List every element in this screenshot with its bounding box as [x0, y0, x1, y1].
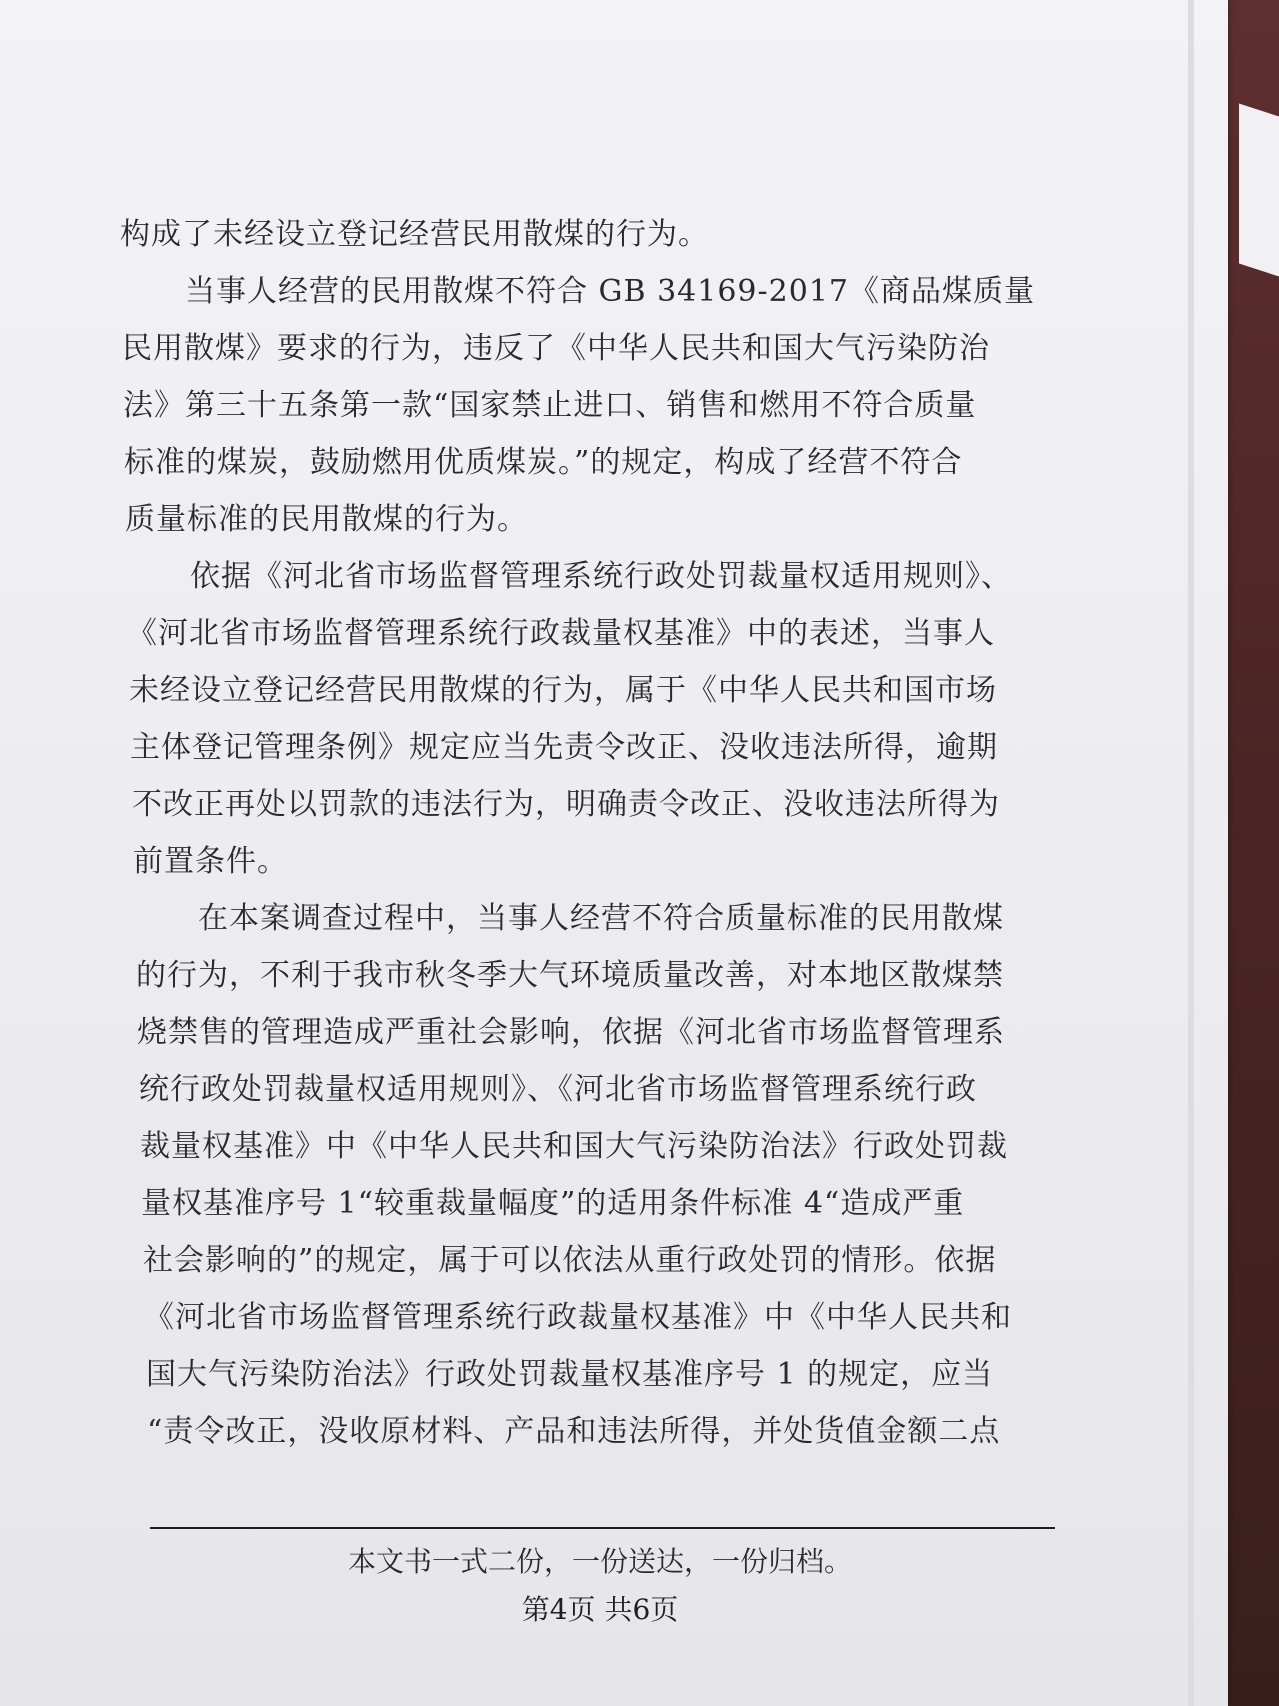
- body-line: 在本案调查过程中，当事人经营不符合质量标准的民用散煤: [198, 901, 1004, 936]
- page-number: 第4页 共6页: [521, 1593, 679, 1626]
- body-line: 社会影响的”的规定，属于可以依法从重行政处罚的情形。依据: [143, 1243, 997, 1278]
- body-line: 统行政处罚裁量权适用规则》、《河北省市场监督管理系统行政: [139, 1072, 977, 1107]
- body-line: 前置条件。: [133, 844, 288, 879]
- body-line: 依据《河北省市场监督管理系统行政处罚裁量权适用规则》、: [190, 559, 1012, 594]
- body-line: 国大气污染防治法》行政处罚裁量权基准序号 1 的规定，应当: [146, 1357, 994, 1392]
- footer-copies-note: 本文书一式二份，一份送达，一份归档。: [347, 1545, 852, 1578]
- body-line: 质量标准的民用散煤的行为。: [125, 502, 528, 537]
- body-line: 主体登记管理条例》规定应当先责令改正、没收违法所得，逾期: [130, 730, 998, 765]
- body-line: 未经设立登记经营民用散煤的行为，属于《中华人民共和国市场: [129, 673, 997, 708]
- body-line: 量权基准序号 1“较重裁量幅度”的适用条件标准 4“造成严重: [141, 1186, 965, 1221]
- body-line: 当事人经营的民用散煤不符合 GB 34169-2017《商品煤质量: [185, 274, 1036, 309]
- body-line: 民用散煤》要求的行为，违反了《中华人民共和国大气污染防治: [122, 331, 990, 366]
- body-line: 构成了未经设立登记经营民用散煤的行为。: [120, 217, 709, 252]
- body-line: 法》第三十五条第一款“国家禁止进口、销售和燃用不符合质量: [123, 388, 977, 423]
- page-edge-shadow: [1188, 0, 1194, 1706]
- underlying-paper-corner: [1239, 104, 1279, 277]
- body-line: “责令改正，没收原材料、产品和违法所得，并处货值金额二点: [147, 1414, 1001, 1449]
- body-line: 的行为，不利于我市秋冬季大气环境质量改善，对本地区散煤禁: [136, 958, 1004, 993]
- footer-divider: [150, 1527, 1055, 1529]
- body-line: 裁量权基准》中《中华人民共和国大气污染防治法》行政处罚裁: [140, 1129, 1008, 1164]
- body-line: 标准的煤炭，鼓励燃用优质煤炭。”的规定，构成了经营不符合: [124, 445, 963, 480]
- body-line: 《河北省市场监督管理系统行政裁量权基准》中《中华人民共和: [144, 1300, 1012, 1335]
- body-line: 不改正再处以罚款的违法行为，明确责令改正、没收违法所得为: [132, 787, 1000, 822]
- body-line: 《河北省市场监督管理系统行政裁量权基准》中的表述，当事人: [127, 616, 995, 651]
- body-line: 烧禁售的管理造成严重社会影响，依据《河北省市场监督管理系: [137, 1015, 1005, 1050]
